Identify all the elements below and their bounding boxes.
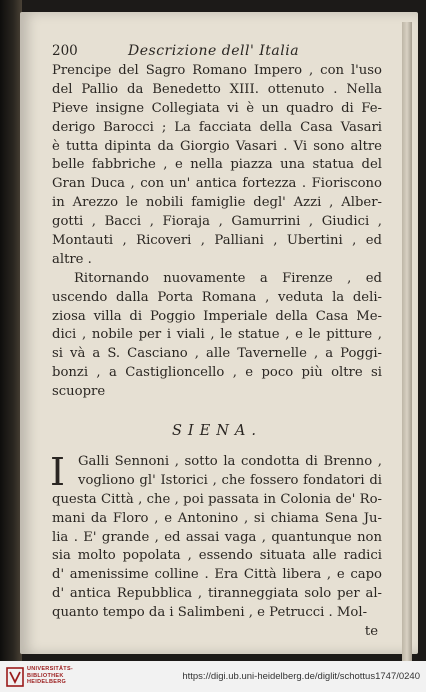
text-line: uscendo dalla Porta Romana , veduta la deli- [52, 289, 382, 305]
text-line: lia . E' grande , ed assai vaga , quantunque non [52, 529, 382, 545]
page-text [52, 42, 382, 642]
catchword: te [364, 624, 378, 639]
text-line: derigo Barocci ; La facciata della Casa Vasari [52, 119, 382, 135]
section-title: SIENA. [171, 423, 262, 440]
text-line: d' amenissime colline . Era Città libera , e capo [52, 567, 382, 583]
text-line: vogliono gl' Istorici , che fossero fondatori di [78, 472, 382, 488]
text-line: Montauti , Ricoveri , Palliani , Ubertini , ed [52, 233, 382, 249]
text-line: Ritornando nuovamente a Firenze , ed [74, 270, 382, 286]
text-line: quanto tempo da i Salimbeni , e Petrucci . Mol- [52, 605, 368, 621]
paragraph-return-florence [52, 270, 382, 402]
library-logo-icon [6, 666, 24, 688]
text-line: Pieve insigne Collegiata vi è un quadro di Fe- [52, 100, 382, 116]
text-line: in Arezzo le nobili famiglie degl' Azzi , Alber- [52, 195, 382, 211]
book-spine [0, 0, 22, 661]
text-line: belle fabbriche , e nella piazza una statua del [52, 157, 382, 173]
text-line: altre . [52, 251, 92, 267]
text-line: dici , nobile per i viali , le statue , e le pitture , [52, 327, 382, 343]
running-title: Descrizione dell' Italia [128, 43, 300, 59]
source-url-link[interactable]: https://digi.ub.uni-heidelberg.de/diglit/schottus1747/0240 [182, 671, 420, 682]
text-line: questa Città , che , poi passata in Colonia de' Ro- [52, 491, 382, 507]
text-line: Galli Sennoni , sotto la condotta di Brenno , [78, 453, 382, 469]
page-edge [402, 22, 412, 662]
paragraph-arezzo [52, 62, 382, 270]
text-line: è tutta dipinta da Giorgio Vasari . Vi sono altre [52, 138, 382, 154]
text-line: Gran Duca , con un' antica fortezza . Fioriscono [52, 176, 382, 192]
text-line: Prencipe del Sagro Romano Impero , con l'uso [52, 63, 382, 78]
page-number: 200 [52, 43, 78, 59]
text-line: bonzi , a Castiglioncello , e poco più oltre si [52, 365, 382, 381]
text-line: scuopre [52, 384, 106, 400]
library-logo-text: UNIVERSITÄTS- BIBLIOTHEK HEIDELBERG [27, 666, 74, 685]
drop-cap: I [50, 449, 66, 494]
text-line: ziosa villa di Poggio Imperiale della Casa Me- [52, 308, 382, 324]
text-line: d' antica Repubblica , tiranneggiata solo per al- [52, 586, 382, 602]
text-line: del Pallio da Benedetto XIII. ottenuto . Nella [52, 81, 382, 97]
paragraph-siena [50, 449, 382, 623]
text-line: mani da Floro , e Antonino , si chiama Sena Ju- [52, 510, 382, 526]
text-line: sia molto popolata , essendo situata alle radici [52, 548, 382, 564]
text-line: si và a S. Casciano , alle Tavernelle , a Poggi- [52, 346, 382, 362]
page-header [52, 42, 382, 62]
text-line: gotti , Bacci , Fioraja , Gamurrini , Giudici , [52, 214, 382, 230]
